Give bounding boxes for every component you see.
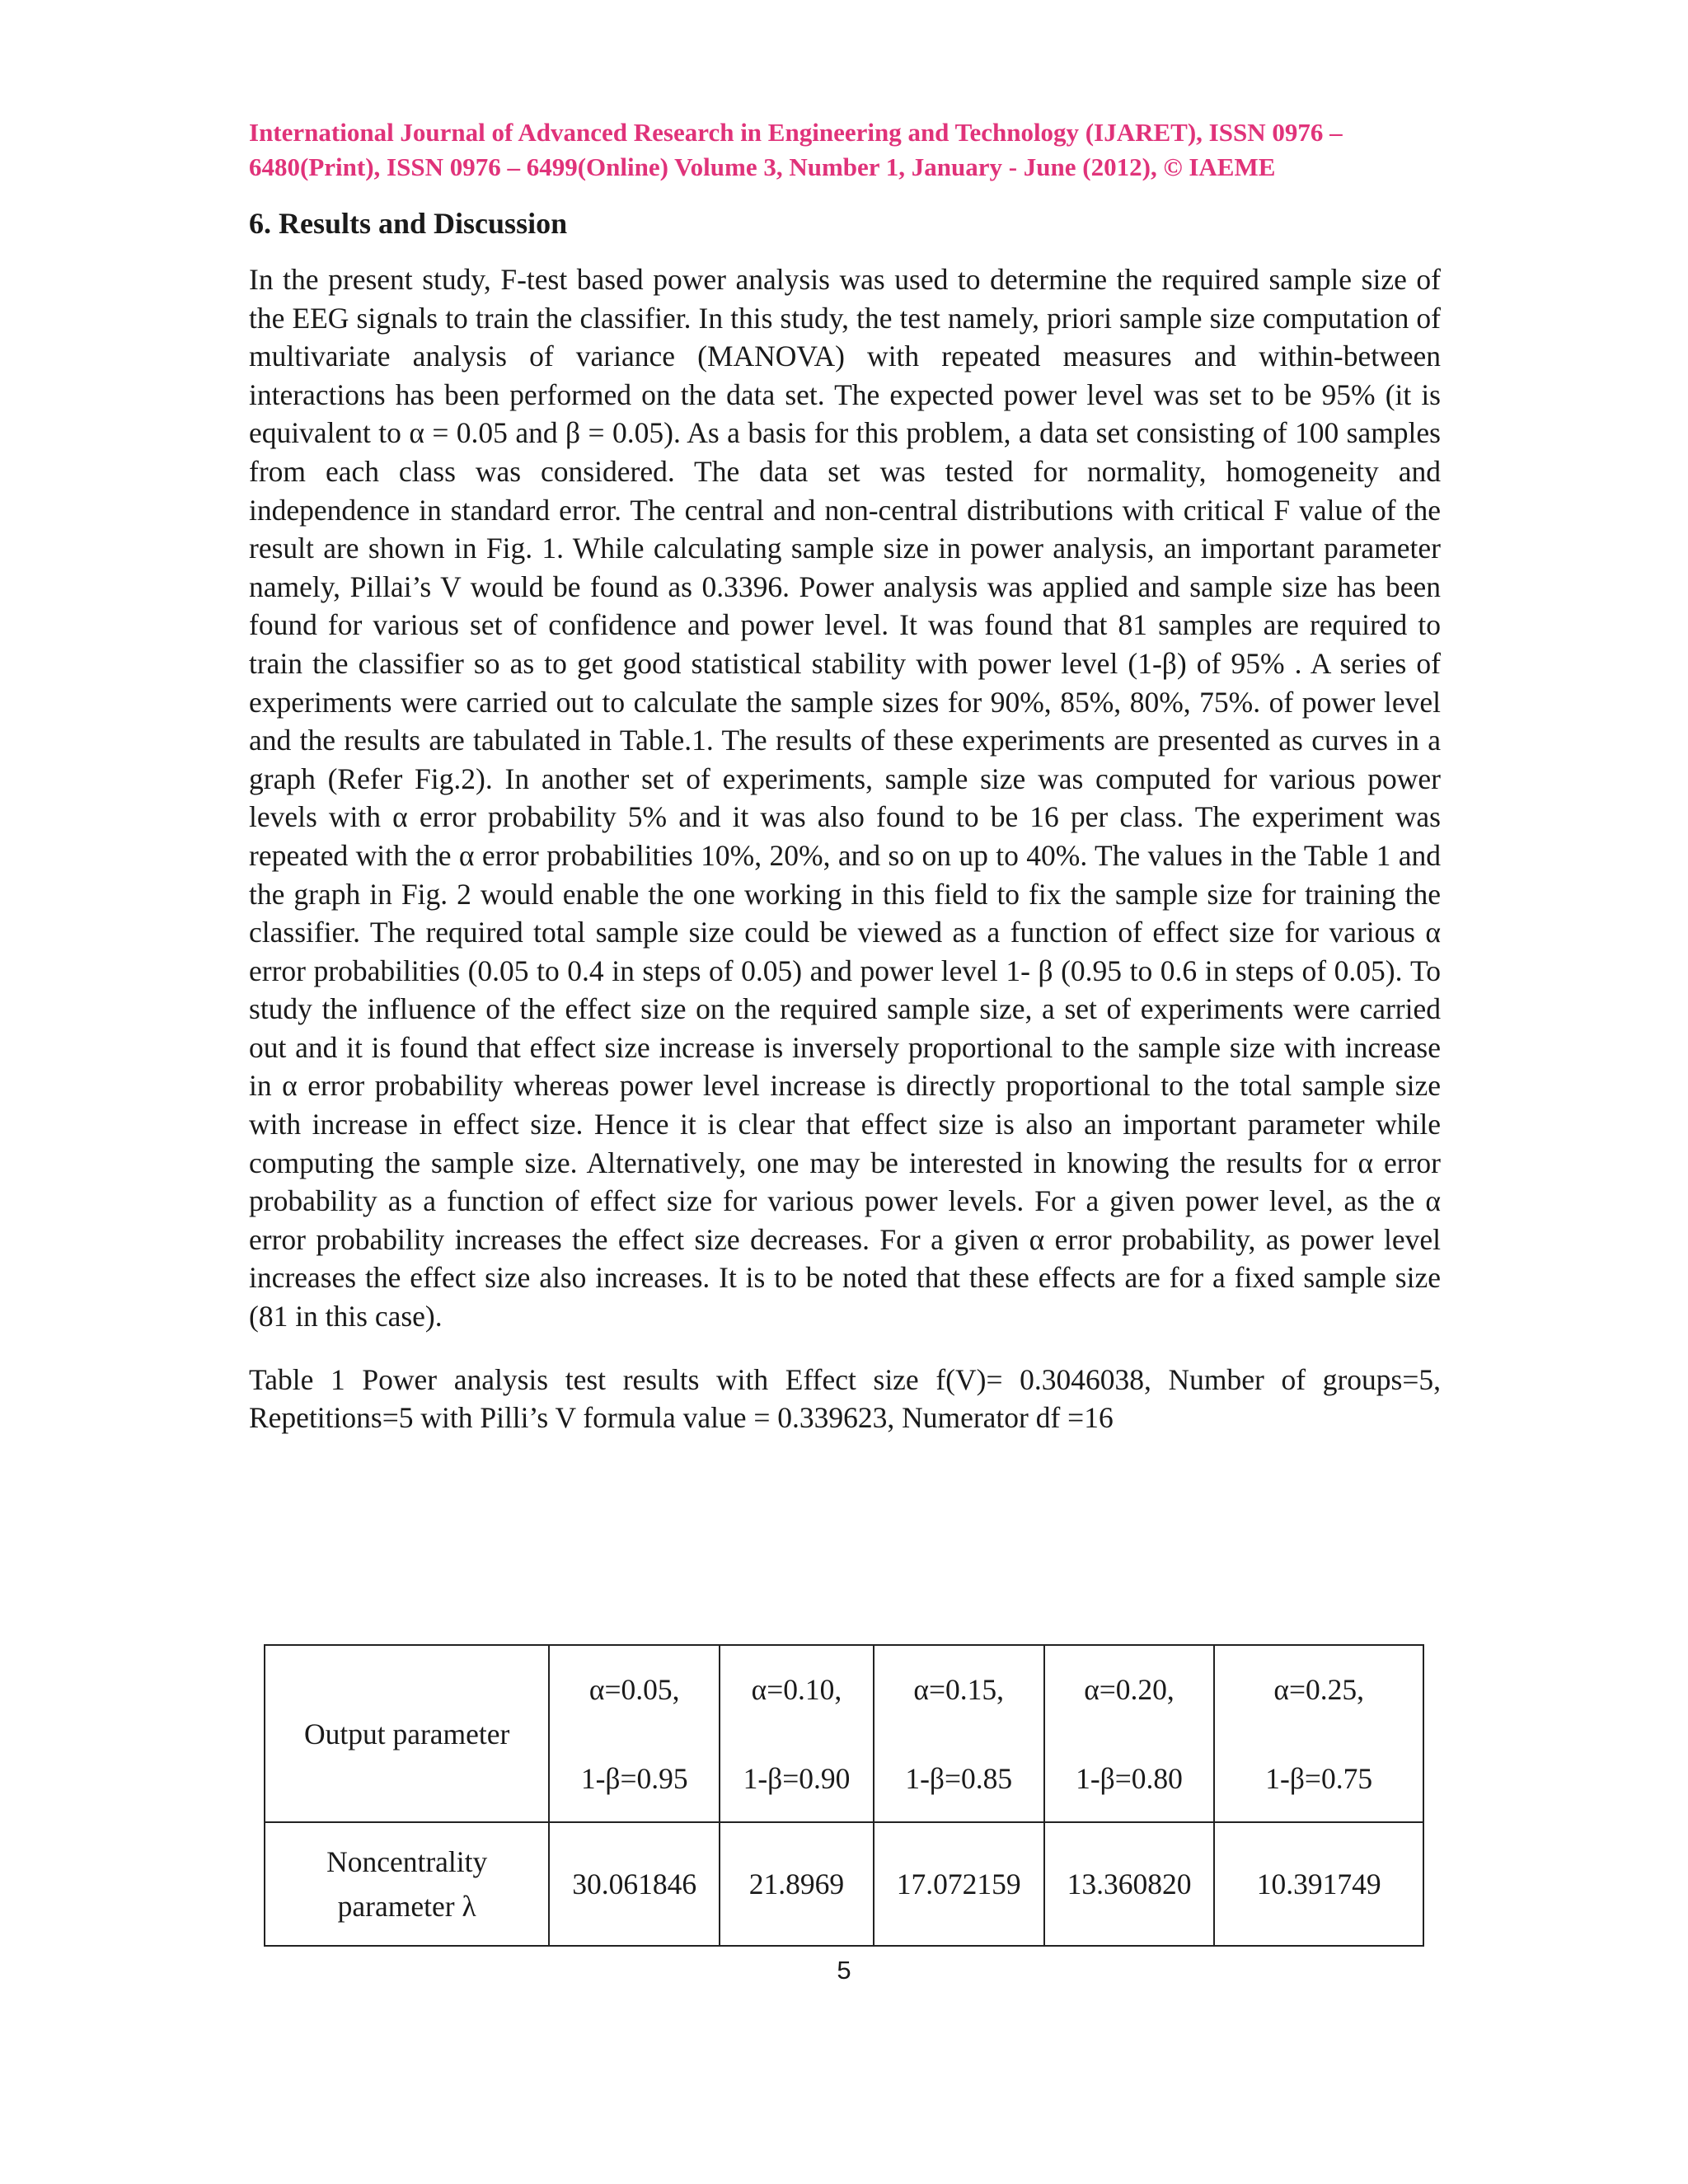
- journal-header-line-2: 6480(Print), ISSN 0976 – 6499(Online) Volume 3, Number 1, January - June (2012), © IAEME: [249, 152, 1276, 181]
- row-label-noncentrality: [265, 1822, 549, 1946]
- table-cell-value: 30.061846: [549, 1822, 720, 1946]
- column-alpha: α=0.15,: [913, 1672, 1005, 1706]
- row-label-line-2: parameter λ: [337, 1890, 476, 1923]
- column-alpha: α=0.20,: [1084, 1672, 1175, 1706]
- column-header: [720, 1645, 874, 1822]
- power-analysis-table: [264, 1644, 1424, 1947]
- column-power: 1-β=0.85: [905, 1761, 1013, 1795]
- column-power: 1-β=0.90: [743, 1761, 851, 1795]
- table-caption: Table 1 Power analysis test results with Effect size f(V)= 0.3046038, Number of groups=5, Repetitions=5 with Pilli’s V formula value = 0.339623, Numerator df =16: [249, 1362, 1441, 1435]
- table-cell-value: 17.072159: [874, 1822, 1044, 1946]
- column-alpha: α=0.10,: [751, 1672, 842, 1706]
- column-alpha: α=0.05,: [588, 1672, 680, 1706]
- body-paragraph: In the present study, F-test based power analysis was used to determine the required sample size of the EEG signals to train the classifier. In this study, the test namely, priori sample size computation of multivariate analysis of variance (MANOVA) with repeated measures and within-between interactions has been performed on the data set. The expected power level was set to be 95% (it is equivalent to α = 0.05 and β = 0.05). As a basis for this problem, a data set consisting of 100 samples from each class was considered. The data set was tested for normality, homogeneity and independence in standard error. The central and non-central distributions with critical F value of the result are shown in Fig. 1. While calculating sample size in power analysis, an important parameter namely, Pillai’s V would be found as 0.3396. Power analysis was applied and sample size has been found for various set of confidence and power level. It was found that 81 samples are required to train the classifier so as to get good statistical stability with power level (1-β) of 95% . A series of experiments were carried out to calculate the sample sizes for 90%, 85%, 80%, 75%. of power level and the results are tabulated in Table.1. The results of these experiments are presented as curves in a graph (Refer Fig.2). In another set of experiments, sample size was computed for various power levels with α error probability 5% and it was also found to be 16 per class. The experiment was repeated with the α error probabilities 10%, 20%, and so on up to 40%. The values in the Table 1 and the graph in Fig. 2 would enable the one working in this field to fix the sample size for training the classifier. The required total sample size could be viewed as a function of effect size for various α error probabilities (0.05 to 0.4 in steps of 0.05) and power level 1- β (0.95 to 0.6 in steps of 0.05). To study the influence of the effect size on the required sample size, a set of experiments were carried out and it is found that effect size increase is inversely proportional to the sample size with increase in α error probability whereas power level increase is directly proportional to the total sample size with increase in effect size. Hence it is clear that effect size is also an important parameter while computing the sample size. Alternatively, one may be interested in knowing the results for α error probability as a function of effect size for various power levels. For a given power level, as the α error probability increases the effect size decreases. For a given α error probability, as power level increases the effect size also increases. It is to be noted that these effects are for a fixed sample size (81 in this case).: [249, 263, 1441, 1333]
- table-row-noncentrality: [265, 1822, 1423, 1946]
- table-cell-value: 13.360820: [1044, 1822, 1215, 1946]
- page-number: 5: [837, 1956, 851, 1985]
- column-power: 1-β=0.95: [580, 1761, 688, 1795]
- section-title: 6. Results and Discussion: [249, 207, 568, 240]
- column-header: [1044, 1645, 1215, 1822]
- journal-header-line-1: International Journal of Advanced Research in Engineering and Technology (IJARET), ISSN 0976 –: [249, 118, 1343, 147]
- table-header-row: [265, 1645, 1423, 1822]
- page-content: [249, 115, 1441, 1437]
- column-alpha: α=0.25,: [1273, 1672, 1364, 1706]
- header-output-parameter: Output parameter: [265, 1645, 549, 1822]
- column-header: [549, 1645, 720, 1822]
- table-cell-value: 21.8969: [720, 1822, 874, 1946]
- table-cell-value: 10.391749: [1214, 1822, 1423, 1946]
- row-label-line-1: Noncentrality: [326, 1845, 488, 1878]
- column-header: [1214, 1645, 1423, 1822]
- column-header: [874, 1645, 1044, 1822]
- column-power: 1-β=0.75: [1265, 1761, 1373, 1795]
- column-power: 1-β=0.80: [1076, 1761, 1183, 1795]
- journal-header: [249, 115, 1441, 185]
